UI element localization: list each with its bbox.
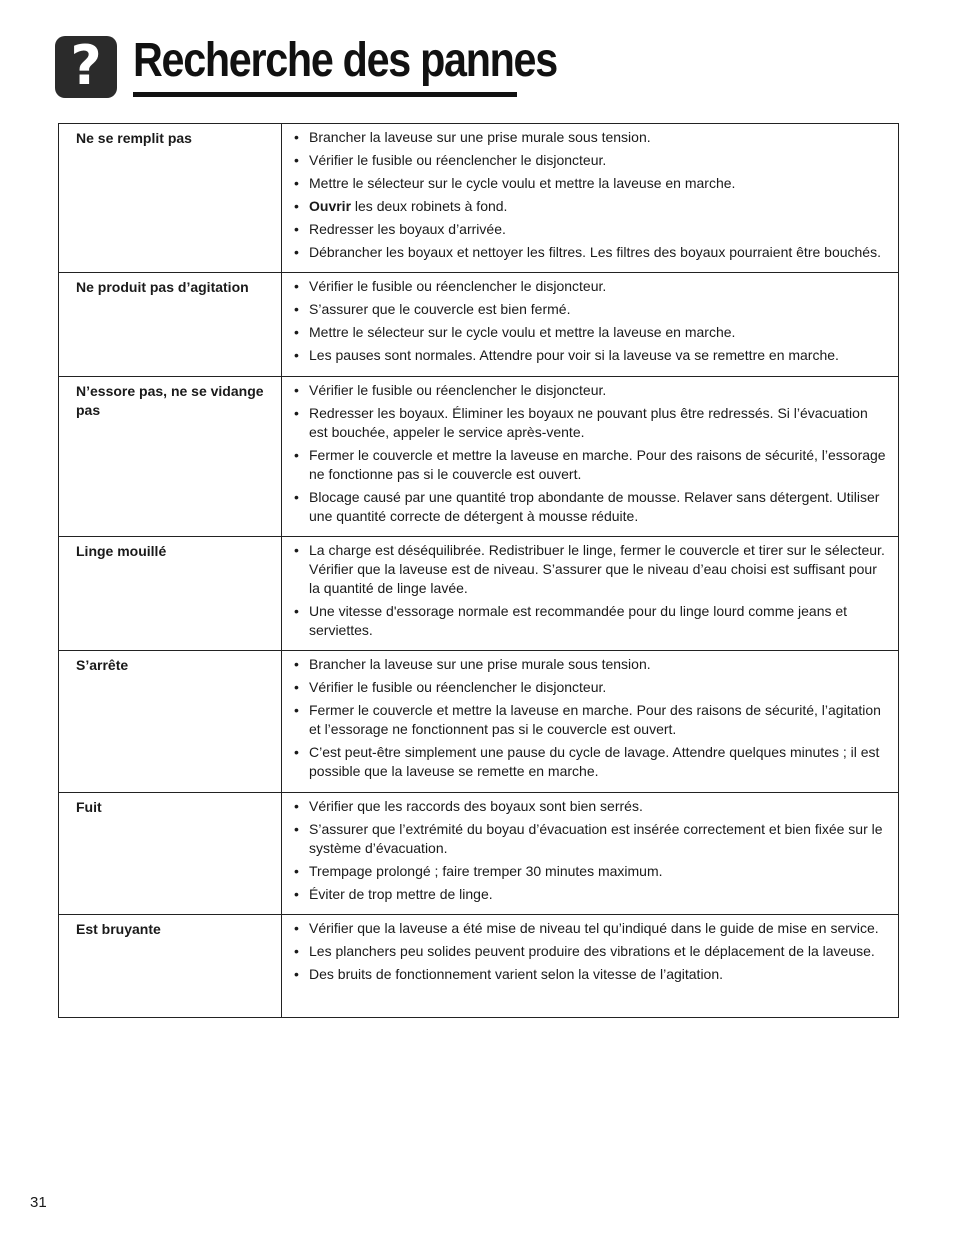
solutions-list	[292, 655, 890, 781]
solutions-cell	[282, 651, 899, 793]
solution-item: • Mettre le sélecteur sur le cycle voulu et mettre la laveuse en marche.	[292, 323, 890, 342]
solution-item: • C’est peut-être simplement une pause du cycle de lavage. Attendre quelques minutes ; il est possible que la laveuse se remette en marche.	[292, 743, 890, 781]
troubleshooting-table-body	[59, 124, 899, 1018]
solution-item: • Blocage causé par une quantité trop abondante de mousse. Relaver sans détergent. Utiliser une quantité correcte de détergent à mousse réduite.	[292, 488, 890, 526]
solutions-list	[292, 128, 890, 262]
troubleshooting-table	[58, 123, 899, 1018]
solution-item: • Vérifier le fusible ou réenclencher le disjoncteur.	[292, 678, 890, 697]
solution-item: • Redresser les boyaux d’arrivée.	[292, 220, 890, 239]
page-title: Recherche des pannes	[133, 34, 557, 87]
solutions-cell	[282, 273, 899, 377]
solution-item: • Vérifier que les raccords des boyaux sont bien serrés.	[292, 797, 890, 816]
question-mark-icon	[55, 36, 117, 98]
solution-item: • Les planchers peu solides peuvent produire des vibrations et le déplacement de la laveuse.	[292, 942, 890, 961]
solutions-list	[292, 277, 890, 365]
solutions-cell	[282, 124, 899, 273]
title-underline	[133, 30, 557, 97]
page-number: 31	[30, 1194, 47, 1211]
solution-item: • Vérifier que la laveuse a été mise de niveau tel qu’indiqué dans le guide de mise en service.	[292, 919, 890, 938]
problem-cell: Fuit	[59, 793, 282, 915]
table-row	[59, 377, 899, 537]
problem-cell: Linge mouillé	[59, 537, 282, 651]
solution-item: • Trempage prolongé ; faire tremper 30 minutes maximum.	[292, 862, 890, 881]
solutions-cell	[282, 377, 899, 537]
solution-item: • Vérifier le fusible ou réenclencher le disjoncteur.	[292, 381, 890, 400]
solutions-cell	[282, 915, 899, 1018]
solution-item: • Vérifier le fusible ou réenclencher le disjoncteur.	[292, 277, 890, 296]
solution-item: • S’assurer que l’extrémité du boyau d’évacuation est insérée correctement et bien fixée sur le système d’évacuation.	[292, 820, 890, 858]
solution-emphasis: Ouvrir	[309, 198, 352, 214]
problem-cell: N’essore pas, ne se vidange pas	[59, 377, 282, 537]
problem-cell: S’arrête	[59, 651, 282, 793]
solution-item: • Une vitesse d'essorage normale est recommandée pour du linge lourd comme jeans et serviettes.	[292, 602, 890, 640]
solution-item: • La charge est déséquilibrée. Redistribuer le linge, fermer le couvercle et tirer sur le sélecteur. Vérifier que la laveuse est de niveau. S’assurer que le niveau d’eau choisi est suffisant pour la quantité de linge lavée.	[292, 541, 890, 598]
solutions-list	[292, 381, 890, 526]
solutions-list	[292, 797, 890, 904]
solution-item	[292, 197, 890, 216]
solution-item: • Fermer le couvercle et mettre la laveuse en marche. Pour des raisons de sécurité, l’agitation et l’essorage ne fonctionnent pas si le couvercle est ouvert.	[292, 701, 890, 739]
solution-text: les deux robinets à fond.	[351, 198, 508, 214]
solutions-list	[292, 919, 890, 984]
solution-item: • Redresser les boyaux. Éliminer les boyaux ne pouvant plus être redressés. Si l’évacuation est bouchée, appeler le service après-vente.	[292, 404, 890, 442]
solutions-list	[292, 541, 890, 640]
solution-item: • Brancher la laveuse sur une prise murale sous tension.	[292, 128, 890, 147]
table-row	[59, 915, 899, 1018]
problem-cell: Est bruyante	[59, 915, 282, 1018]
solution-item: • Débrancher les boyaux et nettoyer les filtres. Les filtres des boyaux pourraient être bouchés.	[292, 243, 890, 262]
table-row	[59, 124, 899, 273]
problem-cell: Ne se remplit pas	[59, 124, 282, 273]
solutions-cell	[282, 537, 899, 651]
table-row	[59, 537, 899, 651]
table-row	[59, 273, 899, 377]
question-mark-glyph: ?	[70, 34, 102, 97]
solution-item: • Des bruits de fonctionnement varient selon la vitesse de l’agitation.	[292, 965, 890, 984]
table-row	[59, 651, 899, 793]
solutions-cell	[282, 793, 899, 915]
solution-item: • Les pauses sont normales. Attendre pour voir si la laveuse va se remettre en marche.	[292, 346, 890, 365]
solution-item: • Vérifier le fusible ou réenclencher le disjoncteur.	[292, 151, 890, 170]
solution-item: • Fermer le couvercle et mettre la laveuse en marche. Pour des raisons de sécurité, l’essorage ne fonctionne pas si le couvercle est ouvert.	[292, 446, 890, 484]
solution-item: • Brancher la laveuse sur une prise murale sous tension.	[292, 655, 890, 674]
solution-item: • S’assurer que le couvercle est bien fermé.	[292, 300, 890, 319]
table-row	[59, 793, 899, 915]
solution-item: • Mettre le sélecteur sur le cycle voulu et mettre la laveuse en marche.	[292, 174, 890, 193]
solution-item: • Éviter de trop mettre de linge.	[292, 885, 890, 904]
problem-cell: Ne produit pas d’agitation	[59, 273, 282, 377]
